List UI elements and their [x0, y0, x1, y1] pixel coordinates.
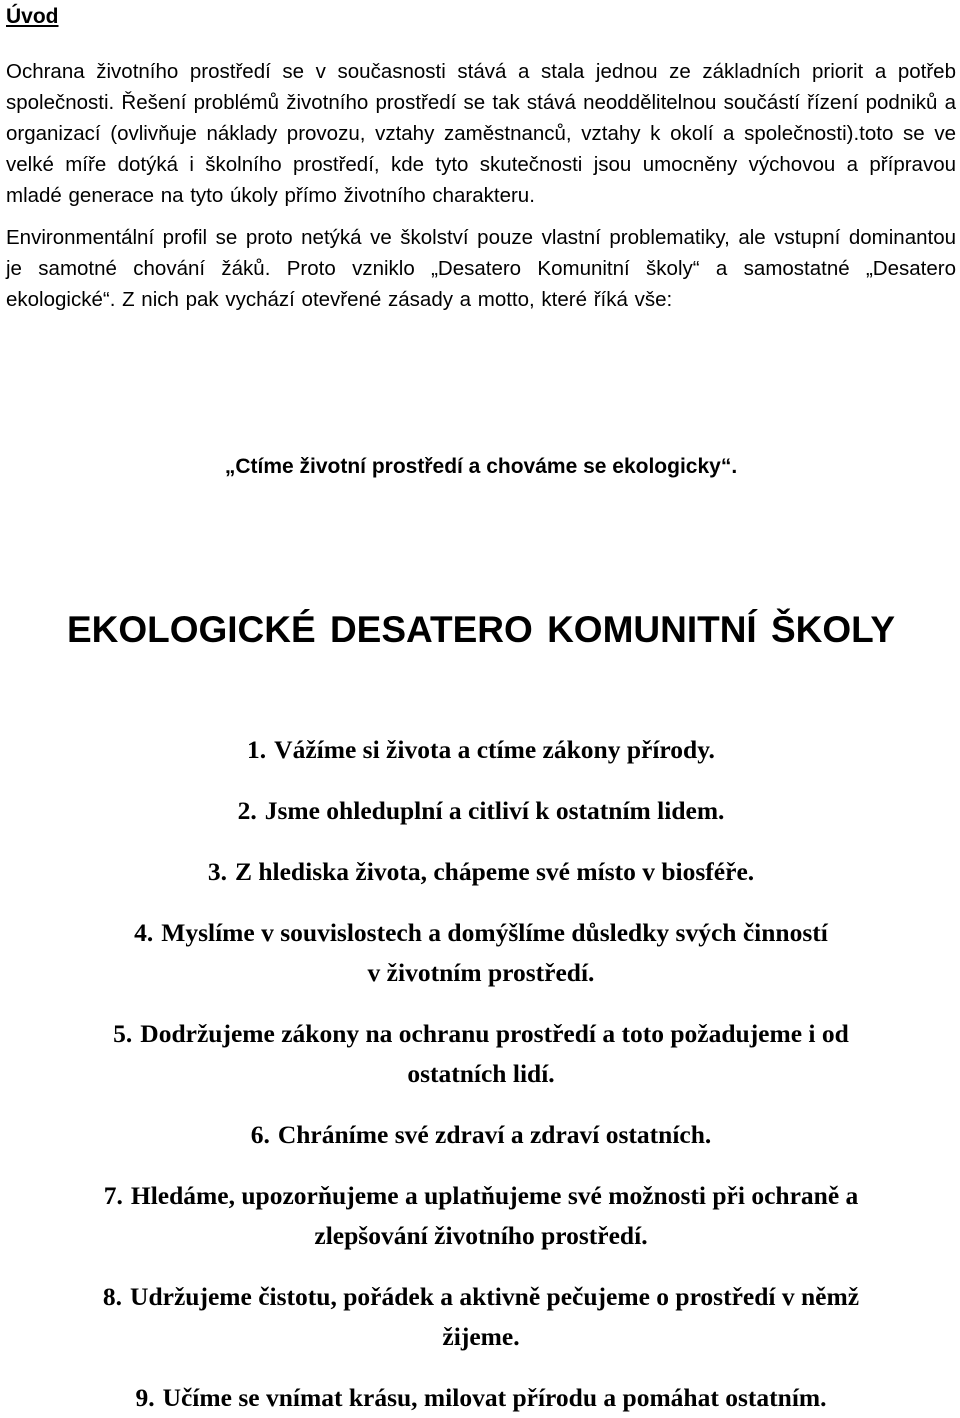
item-number: 3.	[207, 857, 227, 886]
section-heading: Úvod	[6, 5, 59, 28]
item-text: Jsme ohleduplní a citliví k ostatním lidem.	[264, 796, 725, 825]
item-number: 4.	[134, 918, 154, 947]
item-number: 6.	[250, 1120, 270, 1149]
item-number: 5.	[113, 1019, 133, 1048]
item-number: 7.	[103, 1181, 123, 1210]
item-text-continued: zlepšování životního prostředí.	[314, 1221, 648, 1250]
item-number: 1.	[247, 735, 267, 764]
list-item	[6, 852, 956, 892]
list-item	[6, 730, 956, 770]
item-text: Učíme se vnímat krásu, milovat přírodu a pomáhat ostatním.	[162, 1383, 827, 1412]
item-number: 9.	[135, 1383, 155, 1412]
profile-paragraph: Environmentální profil se proto netýká ve školství pouze vlastní problematiky, ale vstupní dominantou je samotné chování žáků. Proto vzniklo „Desatero Komunitní školy“ a samostatné „Desatero ekologické“. Z nich pak vychází otevřené zásady a motto, které říká vše:	[6, 226, 956, 311]
list-item	[6, 1014, 956, 1094]
item-text: Myslíme v souvislostech a domýšlíme důsledky svých činností	[161, 918, 828, 947]
item-number: 2.	[237, 796, 257, 825]
item-text-continued: ostatních lidí.	[407, 1059, 555, 1088]
intro-paragraph: Ochrana životního prostředí se v současnosti stává a stala jednou ze základních priorit a potřeb společnosti. Řešení problémů životního prostředí se tak stává neoddělitelnou součástí řízení podniků a organizací (ovlivňuje náklady provozu, vztahy zaměstnanců, vztahy k okolí a společnosti).toto se ve velké míře dotýká i školního prostředí, kde tyto skutečnosti jsou umocněny výchovou a přípravou mladé generace na tyto úkoly přímo životního charakteru.	[6, 60, 956, 207]
desatero-list	[6, 730, 956, 1418]
item-text-continued: žijeme.	[442, 1322, 520, 1351]
item-text: Dodržujeme zákony na ochranu prostředí a toto požadujeme i od	[140, 1019, 849, 1048]
list-item	[6, 1115, 956, 1155]
item-text: Chráníme své zdraví a zdraví ostatních.	[277, 1120, 712, 1149]
item-text: Hledáme, upozorňujeme a uplatňujeme své možnosti při ochraně a	[130, 1181, 859, 1210]
item-number: 8.	[102, 1282, 123, 1311]
item-text-continued: v životním prostředí.	[367, 958, 595, 987]
page-title: EKOLOGICKÉ DESATERO KOMUNITNÍ ŠKOLY	[66, 609, 896, 650]
item-text: Vážíme si života a ctíme zákony přírody.	[274, 735, 715, 764]
motto: „Ctíme životní prostředí a chováme se ekologicky“.	[224, 455, 738, 478]
item-text: Z hlediska života, chápeme své místo v biosféře.	[234, 857, 755, 886]
list-item	[6, 1176, 956, 1256]
list-item	[6, 913, 956, 993]
list-item	[6, 791, 956, 831]
list-item	[6, 1378, 956, 1418]
list-item	[6, 1277, 956, 1357]
document-page	[6, 0, 956, 1412]
item-text: Udržujeme čistotu, pořádek a aktivně pečujeme o prostředí v němž	[130, 1282, 860, 1311]
